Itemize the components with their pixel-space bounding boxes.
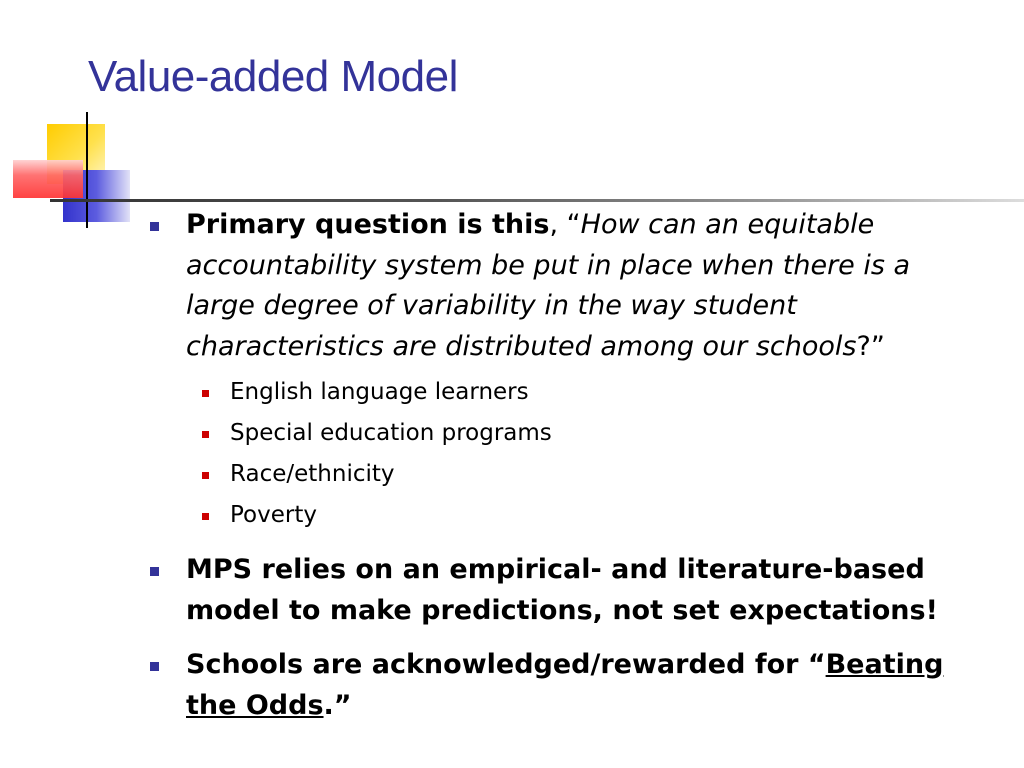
beating-odds-text-after: .” xyxy=(323,689,352,721)
logo-red-square xyxy=(13,160,83,198)
square-bullet-icon xyxy=(202,513,209,520)
square-bullet-icon xyxy=(150,567,159,576)
beating-odds-text-before: Schools are acknowledged/rewarded for “ xyxy=(186,649,826,680)
logo-vertical-line xyxy=(86,112,88,228)
student-characteristics-list xyxy=(148,372,978,536)
primary-question-open-quote: , “ xyxy=(549,209,581,240)
square-bullet-icon xyxy=(150,222,159,231)
title-divider-line xyxy=(50,199,1024,202)
list-item-label: Special education programs xyxy=(230,420,552,446)
list-item xyxy=(193,454,978,495)
mps-model-text: MPS relies on an empirical- and literature-based model to make predictions, not set expectations! xyxy=(186,554,938,626)
bullet-beating-the-odds xyxy=(148,645,978,726)
primary-question-close-quote: ?” xyxy=(856,330,885,362)
square-bullet-icon xyxy=(202,431,209,438)
list-item-label: Race/ethnicity xyxy=(230,461,395,487)
primary-question-quote: How can an equitable accountability system be put in place when there is a large degree of variability in the way student characteristics are distributed among our schools xyxy=(186,209,911,362)
slide-title: Value-added Model xyxy=(88,52,458,101)
list-item xyxy=(193,495,978,536)
slide-body xyxy=(148,205,978,726)
primary-question-lead: Primary question is this xyxy=(186,209,550,240)
bullet-primary-question xyxy=(148,205,978,367)
square-bullet-icon xyxy=(202,390,209,397)
list-item xyxy=(193,413,978,454)
list-item xyxy=(193,372,978,413)
beating-the-odds-underlined: Beating the Odds xyxy=(186,649,944,721)
square-bullet-icon xyxy=(202,472,209,479)
list-item-label: Poverty xyxy=(230,502,317,528)
list-item-label: English language learners xyxy=(230,379,529,405)
square-bullet-icon xyxy=(150,662,159,671)
bullet-mps-model xyxy=(148,550,978,631)
